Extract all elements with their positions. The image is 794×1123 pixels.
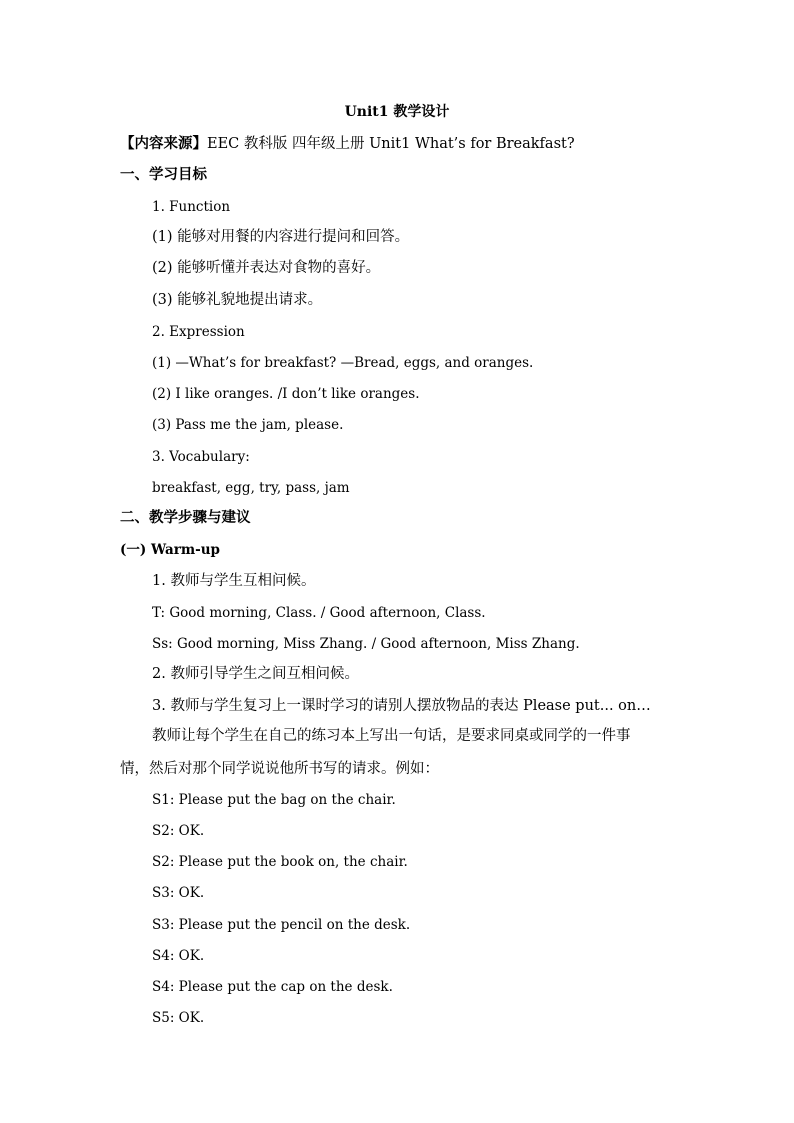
content-source-line xyxy=(120,135,575,153)
expression-heading: 2. Expression xyxy=(152,324,245,340)
vocabulary-words: breakfast, egg, try, pass, jam xyxy=(152,480,350,496)
dialogue-line: S5: OK. xyxy=(152,1010,205,1026)
document-title: Unit1 教学设计 xyxy=(344,104,450,120)
step-line: 1. 教师与学生互相问候。 xyxy=(152,573,316,589)
expression-item: (1) —What’s for breakfast? —Bread, eggs, and oranges. xyxy=(152,355,534,371)
step-line: 2. 教师引导学生之间互相问候。 xyxy=(152,666,359,682)
dialogue-line: S3: Please put the pencil on the desk. xyxy=(152,917,411,933)
dialogue-line: S4: OK. xyxy=(152,948,205,964)
paragraph-line: 情，然后对那个同学说说他所书写的请求。例如： xyxy=(120,761,439,777)
warmup-heading: (一) Warm-up xyxy=(120,542,220,558)
content-source-label: 【内容来源】 xyxy=(120,135,207,152)
section-heading-objectives: 一、学习目标 xyxy=(120,166,207,183)
dialogue-line: S3: OK. xyxy=(152,885,205,901)
step-line: T: Good morning, Class. / Good afternoon, Class. xyxy=(152,605,486,621)
dialogue-line: S4: Please put the cap on the desk. xyxy=(152,979,393,995)
content-source-text: EEC 教科版 四年级上册 Unit1 What’s for Breakfast? xyxy=(207,136,575,152)
expression-item: (3) Pass me the jam, please. xyxy=(152,417,344,433)
vocabulary-heading: 3. Vocabulary: xyxy=(152,449,250,465)
function-item: (3) 能够礼貌地提出请求。 xyxy=(152,292,323,308)
paragraph-line: 教师让每个学生在自己的练习本上写出一句话，是要求同桌或同学的一件事 xyxy=(152,728,631,744)
expression-item: (2) I like oranges. /I don’t like oranges. xyxy=(152,386,420,402)
step-line: Ss: Good morning, Miss Zhang. / Good afternoon, Miss Zhang. xyxy=(152,636,580,652)
dialogue-line: S2: OK. xyxy=(152,823,205,839)
step-line: 3. 教师与学生复习上一课时学习的请别人摆放物品的表达 Please put... on… xyxy=(152,698,651,714)
dialogue-line: S2: Please put the book on, the chair. xyxy=(152,854,408,870)
dialogue-line: S1: Please put the bag on the chair. xyxy=(152,792,396,808)
section-heading-steps: 二、教学步骤与建议 xyxy=(120,509,251,526)
function-item: (2) 能够听懂并表达对食物的喜好。 xyxy=(152,260,381,276)
function-item: (1) 能够对用餐的内容进行提问和回答。 xyxy=(152,229,410,245)
function-heading: 1. Function xyxy=(152,199,231,215)
